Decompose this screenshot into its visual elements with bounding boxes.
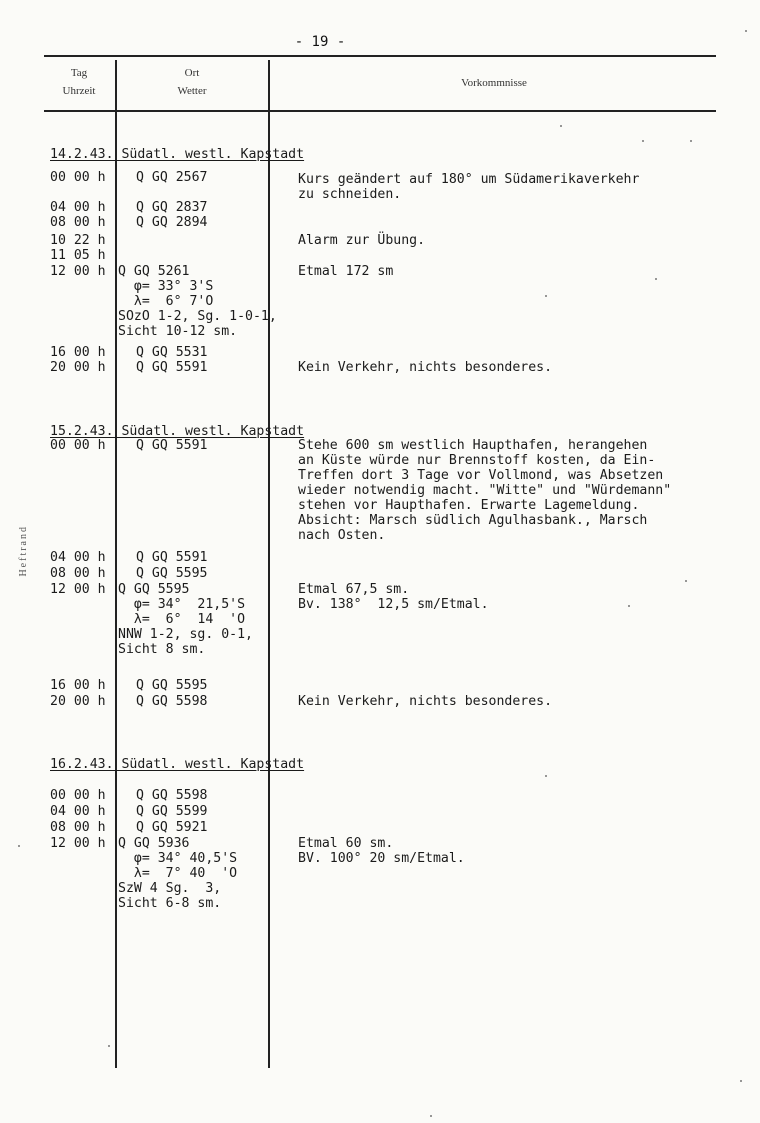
scan-speck [642,140,644,142]
place-cell: Q GQ 5595 φ= 34° 21,5'S λ= 6° 14 'O NNW 1-2, sg. 0-1, Sicht 8 sm. [118,582,253,657]
page-number: - 19 - [294,34,346,50]
time-cell: 00 00 h [50,438,106,453]
scan-speck [18,845,20,847]
header-col2-line2: Wetter [177,85,207,97]
scan-speck [545,775,547,777]
scan-speck [745,30,747,32]
section-heading: 15.2.43. Südatl. westl. Kapstadt [50,424,305,439]
time-cell: 04 00 h [50,804,106,819]
place-cell: Q GQ 5591 [136,360,208,375]
time-cell: 08 00 h [50,820,106,835]
place-cell: Q GQ 5936 φ= 34° 40,5'S λ= 7° 40 'O SzW 4 Sg. 3, Sicht 6-8 sm. [118,836,238,911]
place-cell: Q GQ 5599 [136,804,208,819]
place-cell: Q GQ 5595 [136,678,208,693]
time-cell: 04 00 h [50,200,106,215]
margin-label: Heftrand [18,525,29,577]
place-cell: Q GQ 5591 [136,438,208,453]
time-cell: 16 00 h [50,678,106,693]
time-cell: 11 05 h [50,248,106,263]
time-cell: 00 00 h [50,170,106,185]
scan-speck [740,1080,742,1082]
section-heading: 14.2.43. Südatl. westl. Kapstadt [50,147,305,162]
time-cell: 12 00 h [50,264,106,279]
time-cell: 16 00 h [50,345,106,360]
place-cell: Q GQ 5921 [136,820,208,835]
event-cell: Etmal 60 sm. BV. 100° 20 sm/Etmal. [298,836,465,866]
scan-speck [655,278,657,280]
column-divider-2 [268,60,270,1068]
place-cell: Q GQ 2567 [136,170,208,185]
event-cell: Stehe 600 sm westlich Haupthafen, herangehen an Küste würde nur Brennstoff kosten, da Ein- Treffen dort 3 Tage vor Vollmond, was Absetzen wieder notwendig macht. "Witte" und "Würdemann" stehen vor Haupthafen. Erwarte Lagemeldung. Absicht: Marsch südlich Agulhasbank., Marsch nach Osten. [298,438,672,543]
time-cell: 08 00 h [50,566,106,581]
event-cell: Etmal 67,5 sm. Bv. 138° 12,5 sm/Etmal. [298,582,489,612]
time-cell: 08 00 h [50,215,106,230]
place-cell: Q GQ 2837 [136,200,208,215]
place-cell: Q GQ 5591 [136,550,208,565]
column-divider-1 [115,60,117,1068]
header-col1 [44,64,114,100]
time-cell: 20 00 h [50,360,106,375]
event-cell: Kein Verkehr, nichts besonderes. [298,360,553,375]
scan-speck [560,125,562,127]
header-col2-line1: Ort [184,67,200,79]
place-cell: Q GQ 2894 [136,215,208,230]
time-cell: 10 22 h [50,233,106,248]
time-cell: 04 00 h [50,550,106,565]
section-heading: 16.2.43. Südatl. westl. Kapstadt [50,757,305,772]
scan-speck [545,295,547,297]
place-cell: Q GQ 5531 [136,345,208,360]
time-cell: 12 00 h [50,582,106,597]
header-col1-line2: Uhrzeit [62,85,96,97]
place-cell: Q GQ 5261 φ= 33° 3'S λ= 6° 7'O SOzO 1-2, Sg. 1-0-1, Sicht 10-12 sm. [118,264,277,339]
place-cell: Q GQ 5598 [136,694,208,709]
scan-speck [430,1115,432,1117]
time-cell: 00 00 h [50,788,106,803]
scan-speck [108,1045,110,1047]
header-bottom-rule [44,110,716,112]
event-cell: Kurs geändert auf 180° um Südamerikaverkehr zu schneiden. [298,172,640,202]
header-col1-line1: Tag [70,67,88,79]
time-cell: 12 00 h [50,836,106,851]
event-cell: Etmal 172 sm [298,264,394,279]
event-cell: Alarm zur Übung. [298,233,426,248]
place-cell: Q GQ 5598 [136,788,208,803]
header-col2 [118,64,266,100]
header-top-rule [44,55,716,57]
scan-speck [628,605,630,607]
time-cell: 20 00 h [50,694,106,709]
scan-speck [685,580,687,582]
event-cell: Kein Verkehr, nichts besonderes. [298,694,553,709]
scan-speck [690,140,692,142]
header-col3: Vorkommnisse [461,77,527,89]
place-cell: Q GQ 5595 [136,566,208,581]
